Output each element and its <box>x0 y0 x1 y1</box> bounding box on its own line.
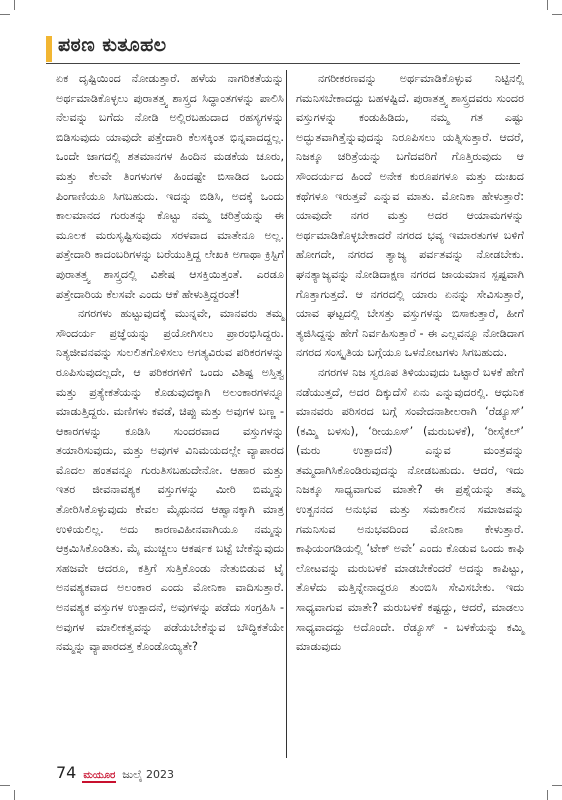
paragraph: ನಗರೀಕರಣವನ್ನು ಅರ್ಥಮಾಡಿಕೊಳ್ಳುವ ನಿಟ್ಟಿನಲ್ಲಿ ಗಮನಿಸಬೇಕಾದದ್ದು ಬಹಳಷ್ಟಿದೆ. ಪುರಾತತ್ತ್ವ ಶಾಸ್ತ್ರದವರು ಸುಂದರ ವಸ್ತುಗಳನ್ನು ಕಂಡುಹಿಡಿದು, ನಮ್ಮ ಗತ ಎಷ್ಟು ಅದ್ಭುತವಾಗಿತ್ತೆನ್ನುವುದನ್ನು ನಿರೂಪಿಸಲು ಯತ್ನಿಸುತ್ತಾರೆ. ಆದರೆ, ನಿಜಕ್ಕೂ ಚರಿತ್ರೆಯನ್ನು ಬಗೆದವರಿಗೆ ಗೊತ್ತಿರುವುದು ಆ ಸೌಂದರ್ಯದ ಹಿಂದೆ ಅನೇಕ ಕುರೂಪಗಳೂ ಮತ್ತು ದುಃಖದ ಕಥೆಗಳೂ ಇರುತ್ತವೆ ಎನ್ನುವ ಮಾತು. ಮೋನಿಕಾ ಹೇಳುತ್ತಾರೆ: ಯಾವುದೇ ನಗರ ಮತ್ತು ಅದರ ಆಯಾಮಗಳನ್ನು ಅರ್ಥಮಾಡಿಕೊಳ್ಳಬೇಕಾದರೆ ನಗರದ ಭವ್ಯ ಇಮಾರತುಗಳ ಬಳಿಗೆ ಹೋಗದೇ, ನಗರದ ತ್ಯಾಜ್ಯ ಪರ್ವತವನ್ನು ನೋಡಬೇಕು. ಘನತ್ಯಾಜ್ಯವನ್ನು ನೋಡಿದಾಕ್ಷಣ ನಗರದ ಜಾಯಮಾನ ಸ್ಪಷ್ಟವಾಗಿ ಗೊತ್ತಾಗುತ್ತದೆ. ಆ ನಗರದಲ್ಲಿ ಯಾರು ಏನನ್ನು ಸೇವಿಸುತ್ತಾರೆ, ಯಾವ ಘಟ್ಟದಲ್ಲಿ ಬೇಸತ್ತು ವಸ್ತುಗಳನ್ನು ಬಿಸಾಕುತ್ತಾರೆ, ಹೀಗೆ ತ್ಯಜಿಸಿದ್ದನ್ನು ಹೇಗೆ ನಿರ್ವಹಿಸುತ್ತಾರೆ - ಈ ಎಲ್ಲವನ್ನೂ ನೋಡಿದಾಗ ನಗರದ ಸಂಸ್ಕೃತಿಯ ಬಗ್ಗೆಯೂ ಒಳನೋಟಗಳು ಸಿಗಬಹುದು. <box>296 72 524 360</box>
paragraph: ಏಕ ದೃಷ್ಟಿಯಿಂದ ನೋಡುತ್ತಾರೆ. ಹಳೆಯ ನಾಗರಿಕತೆಯನ್ನು ಅರ್ಥಮಾಡಿಕೊಳ್ಳಲು ಪುರಾತತ್ತ್ವ ಶಾಸ್ತ್ರದ ಸಿದ್ಧಾಂತಗಳನ್ನು ಪಾಲಿಸಿ ನೆಲವನ್ನು ಬಗೆದು ನೋಡಿ ಅಲ್ಲಿರಬಹುದಾದ ರಹಸ್ಯಗಳನ್ನು ಬಿಡಿಸುವುದು ಯಾವುದೇ ಪತ್ತೇದಾರಿ ಕೆಲಸಕ್ಕಿಂತ ಭಿನ್ನವಾದದ್ದಲ್ಲ. ಒಂದೇ ಜಾಗದಲ್ಲಿ ಶತಮಾನಗಳ ಹಿಂದಿನ ಮಡಕೆಯ ಚೂರು, ಮತ್ತು ಕೆಲವೇ ತಿಂಗಳುಗಳ ಹಿಂದಷ್ಟೇ ಬಿಸಾಡಿದ ಒಂದು ಪಿಂಗಾಣಿಯೂ ಸಿಗಬಹುದು. ಇದನ್ನು ಬಿಡಿಸಿ, ಅದಕ್ಕೆ ಒಂದು ಕಾಲಮಾನದ ಗುರುತನ್ನು ಕೊಟ್ಟು ನಮ್ಮ ಚರಿತ್ರೆಯನ್ನು ಈ ಮೂಲಕ ಮರುಸೃಷ್ಟಿಸುವುದು ಸರಳವಾದ ಮಾತೇನೂ ಅಲ್ಲ. ಪತ್ತೇದಾರಿ ಕಾದಂಬರಿಗಳನ್ನು ಬರೆಯುತ್ತಿದ್ದ ಲೇಖಕಿ ಅಗಾಥಾ ಕ್ರಿಸ್ಟಿಗೆ ಪುರಾತತ್ತ್ವ ಶಾಸ್ತ್ರದಲ್ಲಿ ವಿಶೇಷ ಆಸಕ್ತಿಯಿತ್ತಂತೆ. ಎರಡೂ ಪತ್ತೇದಾರಿಯ ಕೆಲಸವೇ ಎಂದು ಆಕೆ ಹೇಳುತ್ತಿದ್ದರಂತೆ! <box>56 72 284 301</box>
crop-mark <box>14 0 15 10</box>
issue-date: ಜುಲೈ 2023 <box>122 768 175 781</box>
right-column <box>296 69 524 657</box>
crop-mark <box>547 0 548 10</box>
crop-mark <box>552 785 562 786</box>
paragraph: ನಗರಗಳ ನಿಜ ಸ್ವರೂಪ ತಿಳಿಯುವುದು ಒಟ್ಟಾರೆ ಬಳಕೆ ಹೇಗೆ ನಡೆಯುತ್ತದೆ, ಅದರ ದಿಕ್ಕುದೆಸೆ ಏನು ಎನ್ನುವುದರಲ್ಲಿ. ಆಧುನಿಕ ಮಾನವರು ಪರಿಸರದ ಬಗ್ಗೆ ಸಂವೇದನಾಶೀಲರಾಗಿ ‘ರೆಡ್ಯೂಸ್’ (ಕಮ್ಮಿ ಬಳಸು), ‘ರೀಯೂಸ್’ (ಮರುಬಳಕೆ), ‘ರೀಸೈಕಲ್’ (ಮರು ಉತ್ಪಾದನೆ) ಎನ್ನುವ ಮಂತ್ರವನ್ನು ತಮ್ಮದಾಗಿಸಿಕೊಂಡಿರುವುದನ್ನು ನೋಡಬಹುದು. ಆದರೆ, ಇದು ನಿಜಕ್ಕೂ ಸಾಧ್ಯವಾಗುವ ಮಾತೇ? ಈ ಪ್ರಶ್ನೆಯನ್ನು ತಮ್ಮ ಉತ್ಖನನದ ಅನುಭವ ಮತ್ತು ಸಮಕಾಲೀನ ಸಮಾಜವನ್ನು ಗಮನಿಸುವ ಅನುಭವದಿಂದ ಮೋನಿಕಾ ಕೇಳುತ್ತಾರೆ. ಕಾಫಿಯಂಗಡಿಯಲ್ಲಿ ‘ಟೇಕ್ ಅವೇ’ ಎಂದು ಕೊಡುವ ಒಂದು ಕಾಫಿ ಲೋಟವನ್ನು ಮರುಬಳಕೆ ಮಾಡಬೇಕೆಂದರೆ ಅದನ್ನು ಕಾಪಿಟ್ಟು, ತೊಳೆದು ಮತ್ತಿನ್ನೇನಾದ್ದರೂ ತುಂಬಿಸಿ ಸೇವಿಸಬೇಕು. ಇದು ಸಾಧ್ಯವಾಗುವ ಮಾತೇ? ಮರುಬಳಕೆ ಕಷ್ಟದ್ದು, ಆದರೆ, ಮಾಡಲು ಸಾಧ್ಯವಾದದ್ದು ಅದೊಂದೇ. ರೆಡ್ಯೂಸ್ - ಬಳಕೆಯನ್ನು ಕಮ್ಮಿ ಮಾಡುವುದು <box>296 365 524 654</box>
left-column <box>56 69 284 657</box>
crop-mark <box>0 785 10 786</box>
column-divider <box>286 70 287 758</box>
crop-mark <box>14 790 15 800</box>
page-footer <box>56 763 174 783</box>
page-number: 74 <box>56 763 77 782</box>
magazine-logo: ಮಯೂರ <box>83 770 116 781</box>
crop-mark <box>0 14 10 15</box>
paragraph: ನಗರಗಳು ಹುಟ್ಟುವುದಕ್ಕೆ ಮುನ್ನವೇ, ಮಾನವರು ತಮ್ಮ ಸೌಂದರ್ಯ ಪ್ರಜ್ಞೆಯನ್ನು ಪ್ರಯೋಗಿಸಲು ಪ್ರಾರಂಭಿಸಿದ್ದರು. ನಿತ್ಯಜೀವನವನ್ನು ಸುಲಲಿತಗೊಳಿಸಲು ಅಗತ್ಯವಿರುವ ಪರಿಕರಗಳನ್ನು ರೂಪಿಸುವುದಲ್ಲದೇ, ಆ ಪರಿಕರಗಳಿಗೆ ಒಂದು ವಿಶಿಷ್ಟ ಅಸ್ತಿತ್ವ ಮತ್ತು ಪ್ರತ್ಯೇಕತೆಯನ್ನು ಕೊಡುವುದಕ್ಕಾಗಿ ಅಲಂಕಾರಗಳನ್ನೂ ಮಾಡುತ್ತಿದ್ದರು. ಮಣಿಗಳು ಕವಡೆ, ಚಿಪ್ಪು ಮತ್ತು ಅವುಗಳ ಬಣ್ಣ - ಆಕಾರಗಳನ್ನು ಕೂಡಿಸಿ ಸುಂದರವಾದ ವಸ್ತುಗಳನ್ನು ತಯಾರಿಸುವುದು, ಮತ್ತು ಅವುಗಳ ವಿನಿಮಯದಲ್ಲೇ ವ್ಯಾಪಾರದ ಮೊದಲ ಹಂತವನ್ನೂ ಗುರುತಿಸಬಹುದೇನೋ. ಆಹಾರ ಮತ್ತು ಇತರ ಜೀವನಾವಶ್ಯಕ ವಸ್ತುಗಳನ್ನು ಮೀರಿ ಬಿಮ್ಮನ್ನು ತೋರಿಸಿಕೊಳ್ಳುವುದು ಕೇವಲ ಮೈಥುನದ ಆಹ್ವಾನಕ್ಕಾಗಿ ಮಾತ್ರ ಉಳಿಯಲಿಲ್ಲ. ಅದು ಕಾರಣವಿಹೀನವಾಗಿಯೂ ನಮ್ಮನ್ನು ಆಕ್ರಮಿಸಿಕೊಂಡಿತು. ಮೈ ಮುಚ್ಚಲು ಆಕರ್ಷಕ ಬಟ್ಟೆ ಬೇಕೆನ್ನುವುದು ಸಹಜವೇ ಆದರೂ, ಕತ್ತಿಗೆ ಸುತ್ತಿಕೊಂಡು ನೇತುಬಿಡುವ ಟೈ ಅನವಶ್ಯಕವಾದ ಅಲಂಕಾರ ಎಂದು ಮೋನಿಕಾ ವಾದಿಸುತ್ತಾರೆ. ಅನವಶ್ಯಕ ವಸ್ತುಗಳ ಉತ್ಪಾದನೆ, ಅವುಗಳನ್ನು ಪಡೆದು ಸಂಗ್ರಹಿಸಿ - ಅವುಗಳ ಮಾಲೀಕತ್ವವನ್ನು ಪಡೆಯಬೇಕೆನ್ನುವ ಬೌದ್ಧಿಕತೆಯೇ ನಮ್ಮನ್ನು ವ್ಯಾಪಾರದತ್ತ ಕೊಂಡೊಯ್ಯಿತೇ? <box>56 307 284 654</box>
crop-mark <box>552 14 562 15</box>
header-rule <box>46 63 520 64</box>
section-title: ಪಠಣ ಕುತೂಹಲ <box>58 34 167 56</box>
section-accent-bar <box>46 36 52 62</box>
crop-mark <box>547 790 548 800</box>
